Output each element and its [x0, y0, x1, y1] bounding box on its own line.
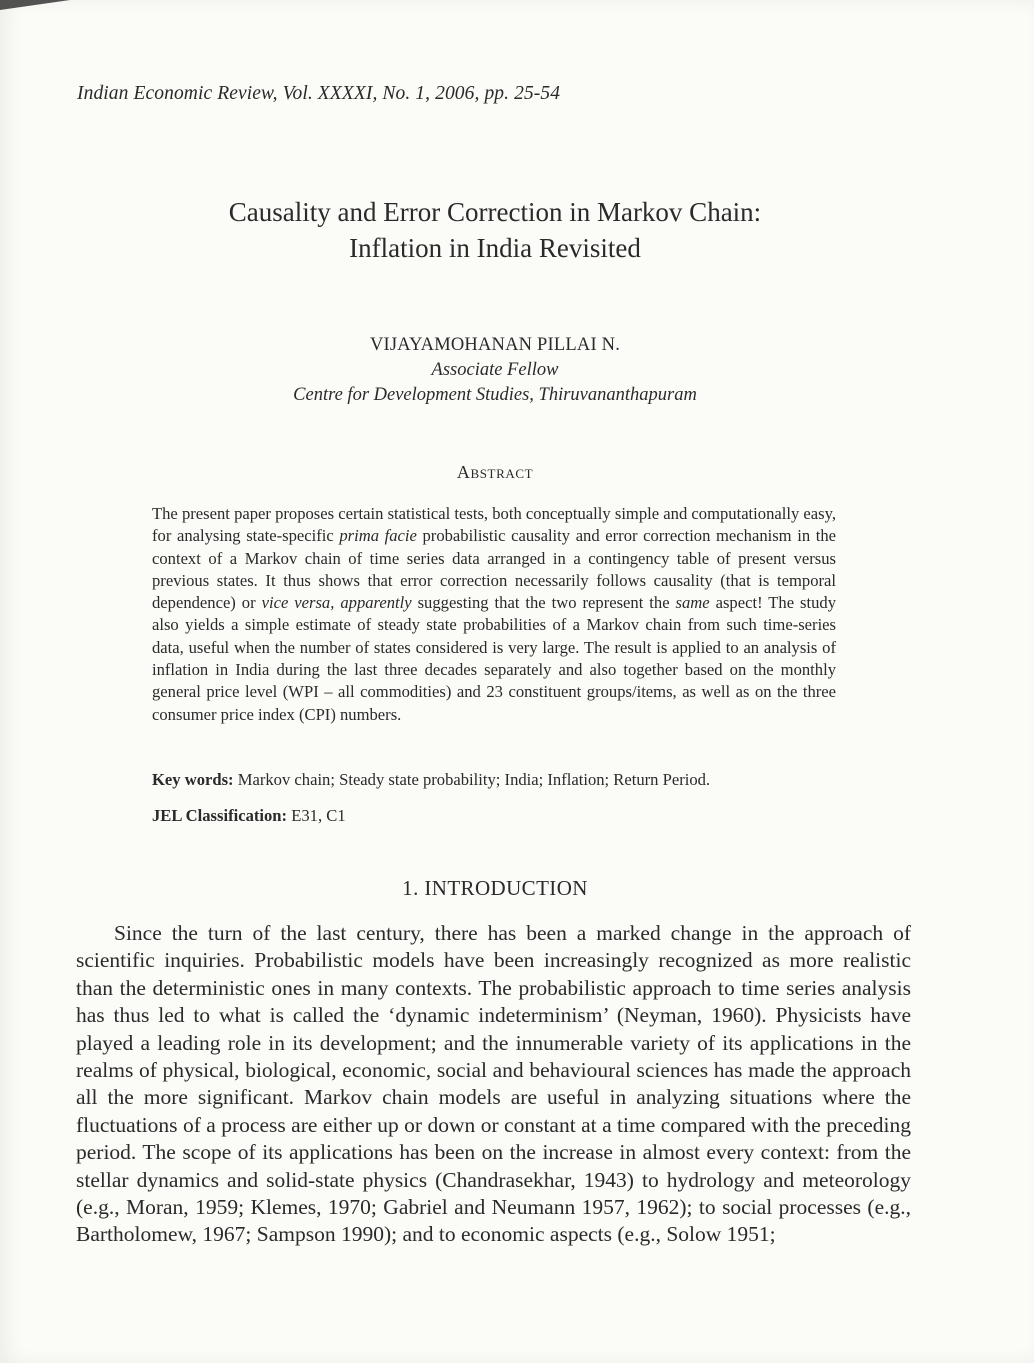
- introduction-paragraph: Since the turn of the last century, there has been a marked change in the approach of scientific inquiries. Probabilistic models have been increasingly recognized as more realistic than the deterministic ones in many contexts. The probabilistic approach to time series analysis has thus led to what is called the ‘dynamic indeterminism’ (Neyman, 1960). Physicists have played a leading role in its development; and the innumerable variety of its applications in the realms of physical, biological, economic, social and behavioural sciences has made the approach all the more significant. Markov chain models are useful in analyzing situations where the fluctuations of a process are either up or down or constant at a time compared with the preceding period. The scope of its applications has been on the increase in almost every context: from the stellar dynamics and solid-state physics (Chandrasekhar, 1943) to hydrology and meteorology (e.g., Moran, 1959; Klemes, 1970; Gabriel and Neumann 1957, 1962); to social processes (e.g., Bartholomew, 1967; Sampson 1990); and to economic aspects (e.g., Solow 1951;: [76, 921, 911, 1247]
- jel-label: JEL Classification:: [152, 806, 288, 825]
- title-line-1: Causality and Error Correction in Markov Chain:: [228, 197, 762, 227]
- keywords-value: Markov chain; Steady state probability; India; Inflation; Return Period.: [233, 770, 711, 789]
- author-block: [0, 333, 990, 408]
- keywords-label: Key words:: [152, 770, 234, 789]
- title-line-2: Inflation in India Revisited: [349, 233, 641, 263]
- author-affiliation: Centre for Development Studies, Thiruvananthapuram: [293, 385, 697, 405]
- jel-classification: [152, 805, 346, 827]
- abstract-paragraph: [152, 503, 836, 726]
- section-heading: 1. INTRODUCTION: [402, 876, 588, 900]
- keywords: [152, 769, 836, 791]
- abstract-heading: Abstract: [456, 462, 534, 482]
- introduction-body: [76, 920, 911, 1249]
- abstract-text-2: probabilistic causality and error correction mechanism in the context of a Markov chain of time series data arranged in a contingency table of present versus previous states. It thus shows that error correction necessarily follows causality (that is temporal dependence) or: [152, 526, 837, 613]
- abstract-emphasis-2: vice versa, apparently: [261, 593, 412, 613]
- paper-title: [0, 194, 990, 266]
- abstract-text-1: The present paper proposes certain statistical tests, both conceptually simple and computationally easy, for analysing state-specific: [152, 504, 836, 546]
- abstract-emphasis-3: same: [675, 593, 710, 613]
- journal-citation: Indian Economic Review, Vol. XXXXI, No. 1, 2006, pp. 25-54: [77, 83, 561, 104]
- abstract-emphasis-1: prima facie: [339, 526, 417, 546]
- abstract-body: [152, 503, 836, 726]
- author-position: Associate Fellow: [431, 360, 559, 380]
- abstract-text-3: suggesting that the two represent the: [411, 593, 676, 613]
- jel-value: E31, C1: [287, 806, 346, 825]
- abstract-text-4: aspect! The study also yields a simple estimate of steady state probabilities of a Markov chain from such time-series data, useful when the number of states considered is very large. The result is applied to an analysis of inflation in India during the last three decades separately and also together based on the monthly general price level (WPI – all commodities) and 23 constituent groups/items, as well as on the three consumer price index (CPI) numbers.: [152, 593, 836, 724]
- author-name: VIJAYAMOHANAN PILLAI N.: [369, 335, 621, 355]
- scan-corner-mark: [0, 0, 70, 10]
